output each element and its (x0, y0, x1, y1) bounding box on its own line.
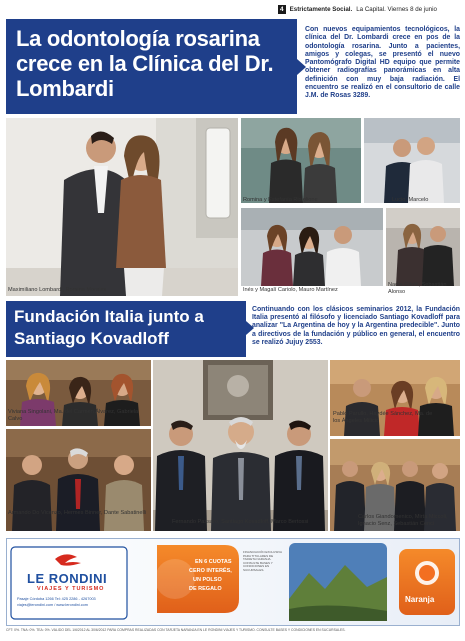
caption-armando-hermes-dante: Armando Do Vicenzo, Hermes Binner, Dante Sabatinelli (8, 510, 147, 516)
article2-intro: Continuando con los clásicos seminarios 2012, la Fundación Italia presentó al filósofo y licenciado Santiago Kovadloff para analizar "La Argentina de hoy y la Argentina predecible". Junto a directivos de la fundación y público en general, el encuentro se realizó Jujuy 2553. (252, 306, 460, 346)
page-number: 4 (280, 5, 284, 13)
photo-lucio-marcelo (364, 118, 460, 203)
caption-main: Maximiliano Lombardi, Romina Morales (8, 287, 107, 293)
paper-date: La Capital. Viernes 8 de junio (356, 5, 437, 13)
caption-fernando-santiago-marco: Fernando Passaro, Santiago Kovadloff, Marco Bertossi (172, 519, 309, 525)
caption-lucio-marcelo: Lucio, Marcelo (392, 197, 429, 203)
ad-promo-line4: DE REGALO (189, 586, 222, 592)
article1-intro: Con nuevos equipamientos tecnológicos, la clínica del Dr. Lombardi crece en pos de la odontología rosarina. Junto a pacientes, amigos y colegas, se presentó el nuevo Pantomógrafo Digital HD equipo que permite obtener radiografías panorámicas en alta definición con muy baja radiación. El encuentro se realizó en el consultorio de calle J.M. de Rosas 3289. (305, 26, 460, 100)
ad-contact-web: viajes@lerondini.com / www.lerondini.com (17, 603, 88, 607)
advertisement-le-rondini (6, 538, 460, 626)
caption-nadia-sebastian: Nadia Gilotti, Sebastián Alonso (388, 282, 447, 295)
caption-pablo-haydee-angeles: Pablo Parullo, Haydée Sánchez, Ma. de los Ángeles Milicic (333, 411, 433, 424)
photo-romina-estefania (241, 118, 361, 203)
ad-contact-address: Pasaje Córdoba 1266 Tel: 425 2286 - 4267003 (17, 597, 96, 601)
photo-pablo-haydee-angeles (330, 360, 460, 436)
caption-ines-magali-mauro: Inés y Magalí Cariolo, Mauro Martínez (243, 287, 338, 293)
ad-promo-line3: UN POLSO (193, 577, 222, 583)
ad-brand-tagline: VIAJES Y TURISMO (37, 586, 105, 592)
photo-ines-magali-mauro (241, 208, 383, 286)
photo-fernando-santiago-marco (153, 360, 328, 531)
section-name: Estrictamente Social. (289, 5, 353, 13)
article2-title: Fundación Italia junto a Santiago Kovadloff (6, 301, 246, 357)
legal-footer: CFT: 0%. TNA: 0%. TEA: 0%. VÁLIDO DEL 1/6/2012 AL 30/6/2012 PARA COMPRAS REALIZADAS CON TARJETA NARANJA EN LE RONDINI VIAJES Y TURISMO. CONSULTE BASES Y CONDICIONES EN SUCURSALES. (6, 628, 346, 632)
page-header (278, 4, 462, 14)
photo-main (6, 118, 238, 296)
article1-title: La odontología rosarina crece en la Clínica del Dr. Lombardi (6, 19, 297, 114)
ad-promo-line2: CERO INTERÉS, (189, 568, 232, 574)
photo-nadia-sebastian (386, 208, 460, 286)
caption-viviana-carmen-gabriela: Viviana Singolani, Ma. del Carmen Álvarez, Gabriela Calvo (8, 409, 139, 422)
caption-romina-estefania: Romina y Estefanía Risiglione (243, 197, 318, 203)
caption-carlos-mirta-ignacio-sebastian: Carlos Giandomenico, Mirta Miccoli, Ignacio Senz, Sebastián Cenci (358, 514, 448, 527)
ad-promo-line1: EN 6 CUOTAS (195, 559, 232, 565)
ad-fine-print: FINANCIACIÓN EXCLUSIVA PARA TITULARES DE TARJETA NARANJA. CONSULTE BASES Y CONDICIONES EN SUCURSALES. (243, 550, 282, 572)
ad-brand-name: LE RONDINI (27, 571, 108, 586)
ad-card-brand: Naranja (405, 595, 435, 604)
